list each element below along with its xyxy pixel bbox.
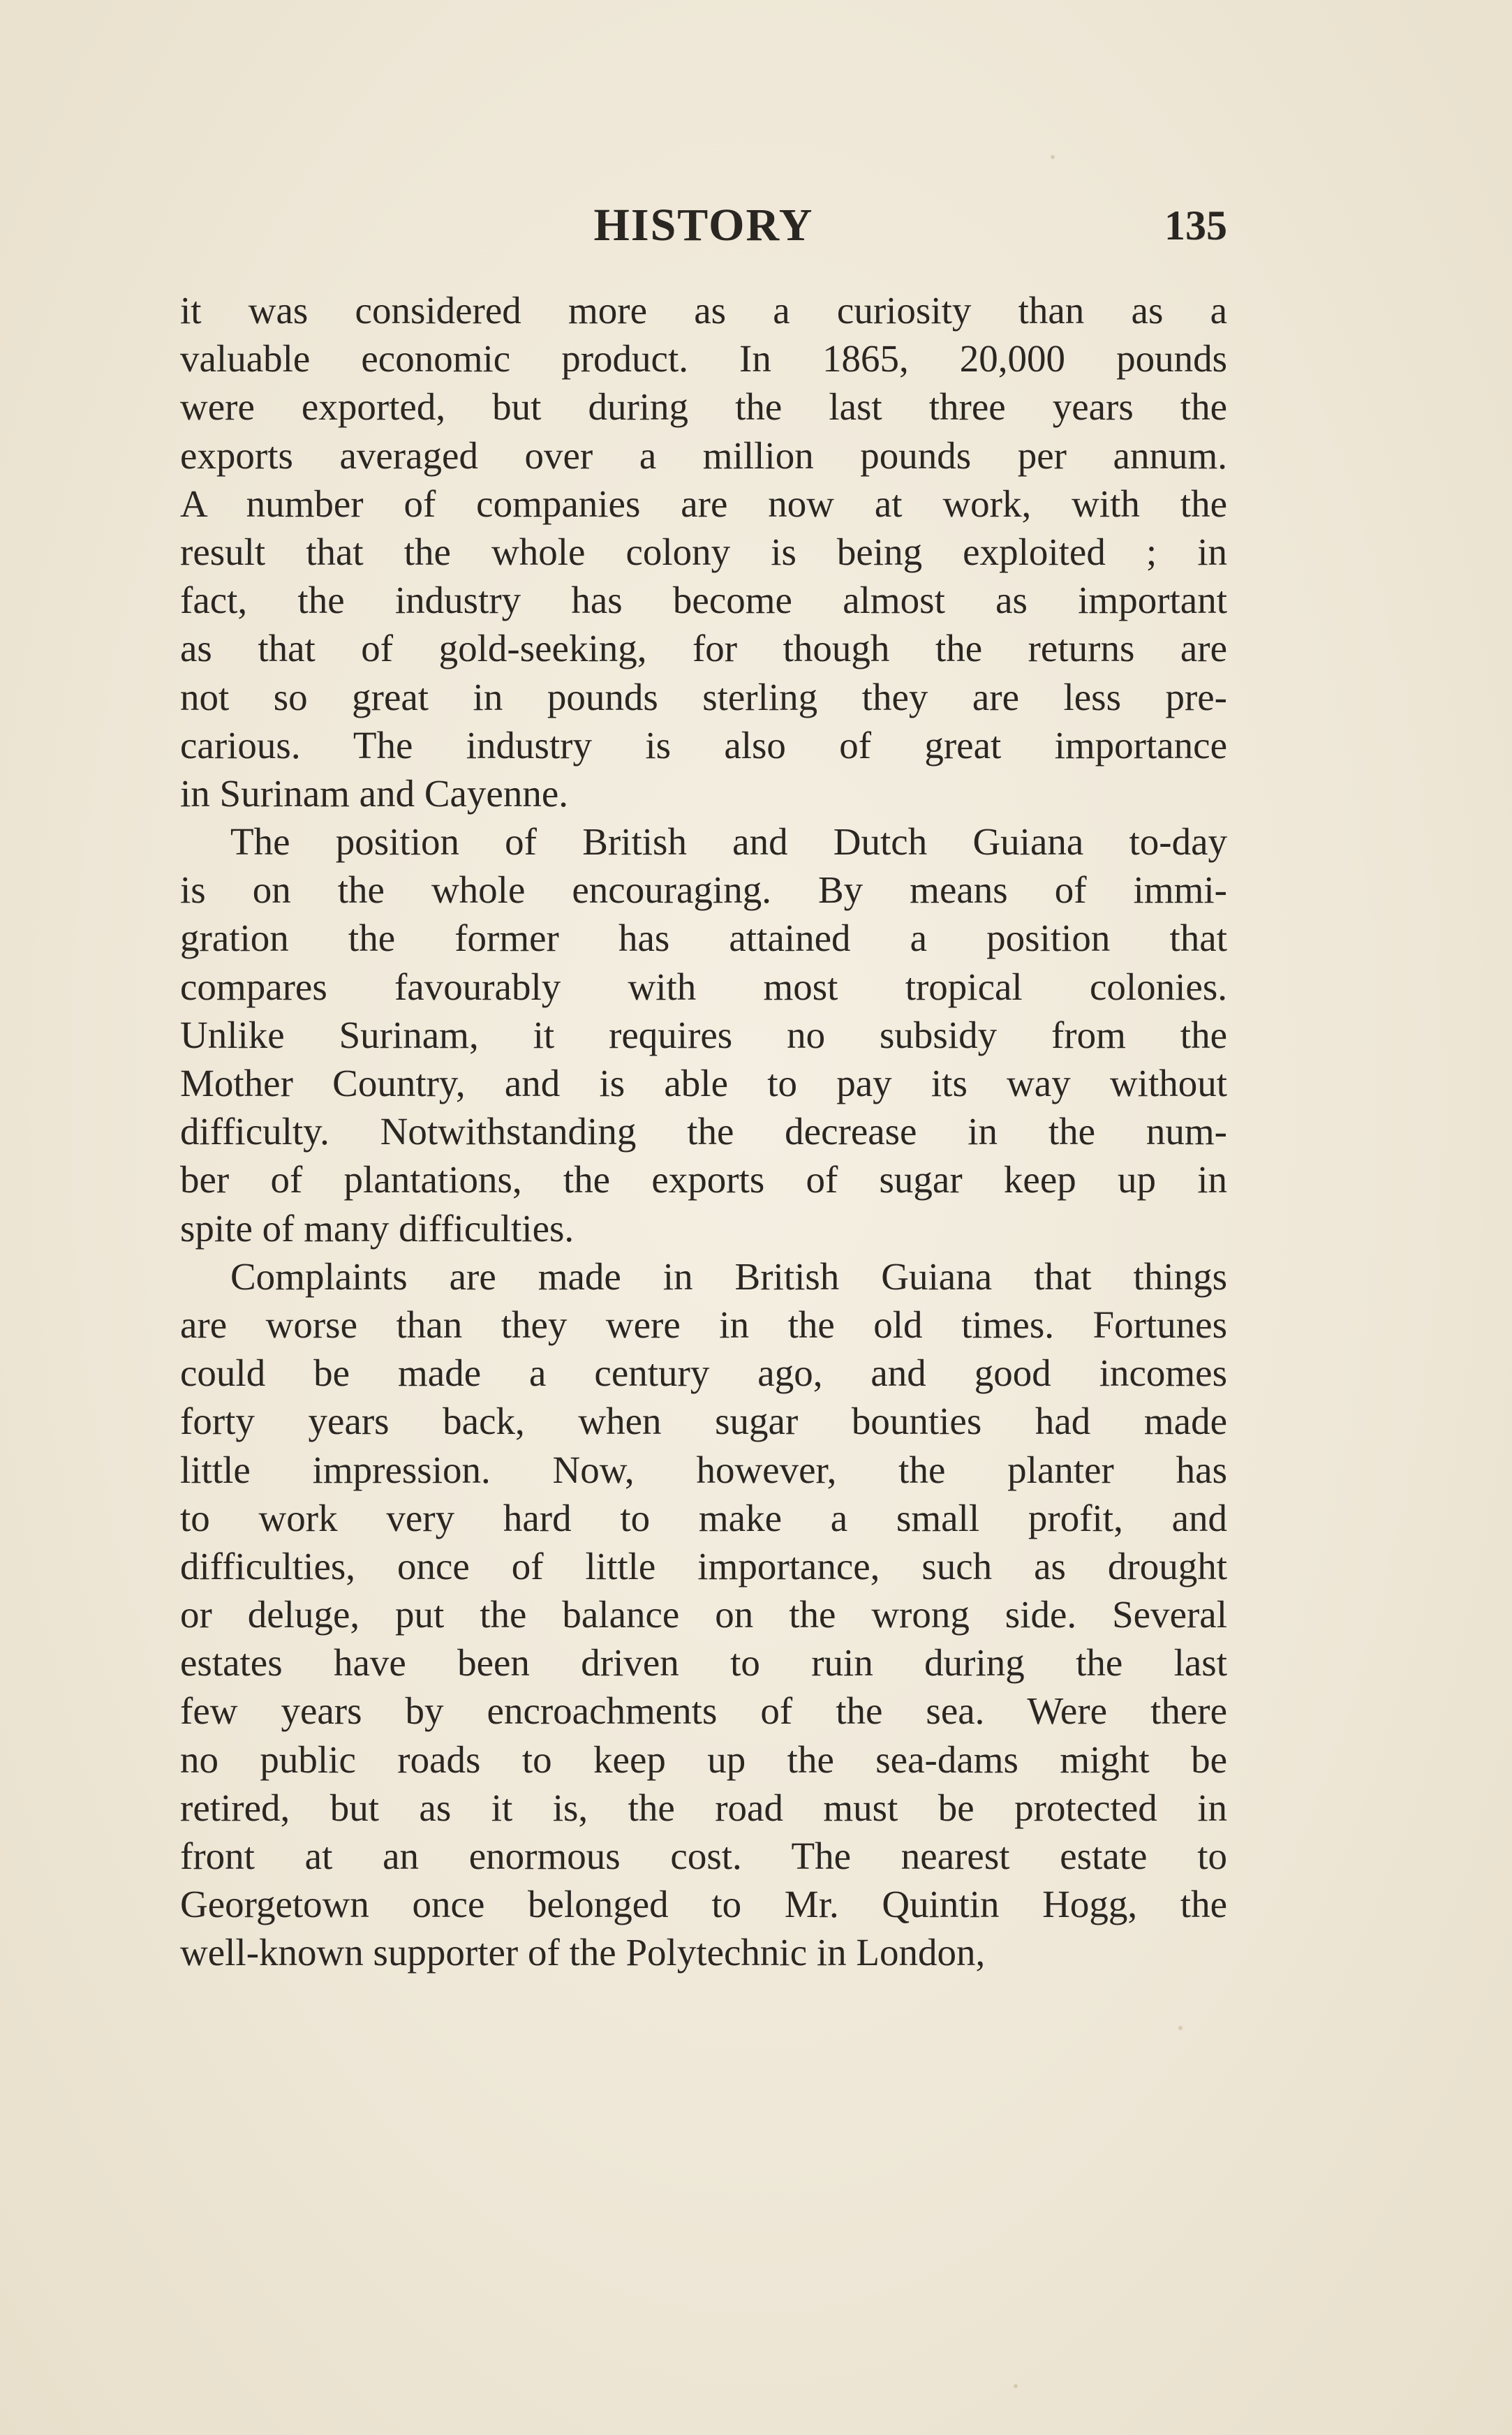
paper-speck — [1178, 2026, 1183, 2030]
text-line: are worse than they were in the old times. Fortunes — [180, 1303, 1227, 1346]
text-line: is on the whole encouraging. By means of immi- — [180, 868, 1227, 912]
text-line: Complaints are made in British Guiana that things — [230, 1254, 1227, 1298]
text-line: to work very hard to make a small profit, and — [180, 1496, 1227, 1539]
page-number: 135 — [1164, 202, 1227, 249]
text-line: or deluge, put the balance on the wrong side. Several — [180, 1593, 1227, 1636]
text-line: ber of plantations, the exports of sugar keep up in — [180, 1158, 1227, 1201]
text-line: front at an enormous cost. The nearest estate to — [180, 1835, 1227, 1877]
text-line: estates have been driven to ruin during the last — [180, 1641, 1227, 1685]
text-line: little impression. Now, however, the planter has — [180, 1448, 1227, 1491]
text-line: The position of British and Dutch Guiana to-day — [230, 820, 1227, 864]
text-line: no public roads to keep up the sea-dams might be — [180, 1738, 1227, 1781]
text-line: carious. The industry is also of great importance — [180, 723, 1227, 767]
text-line: spite of many difficulties. — [180, 1206, 575, 1250]
text-line: well-known supporter of the Polytechnic in London, — [180, 1931, 986, 1974]
text-line: Georgetown once belonged to Mr. Quintin Hogg, the — [180, 1883, 1227, 1926]
text-line: in Surinam and Cayenne. — [180, 771, 568, 815]
text-line: few years by encroachments of the sea. Were there — [180, 1689, 1227, 1733]
text-line: compares favourably with most tropical colonies. — [180, 965, 1227, 1008]
paper-speck — [1014, 2384, 1018, 2388]
paragraph-3 — [180, 1252, 1227, 1977]
text-line: as that of gold-seeking, for though the returns are — [180, 627, 1227, 670]
running-title: HISTORY — [593, 200, 814, 251]
paragraph-1 — [180, 286, 1227, 817]
text-line: exports averaged over a million pounds per annum. — [180, 434, 1227, 477]
text-line: could be made a century ago, and good incomes — [180, 1352, 1227, 1395]
text-line: result that the whole colony is being exploited ; in — [180, 530, 1227, 573]
text-line: difficulty. Notwithstanding the decrease in the num- — [180, 1110, 1227, 1153]
text-line: forty years back, when sugar bounties had made — [180, 1400, 1227, 1443]
text-line: difficulties, once of little importance, such as drought — [180, 1544, 1227, 1587]
text-line: it was considered more as a curiosity than as a — [180, 289, 1227, 332]
text-line: valuable economic product. In 1865, 20,000 pounds — [180, 337, 1227, 380]
text-line: Unlike Surinam, it requires no subsidy from the — [180, 1013, 1227, 1056]
page-header — [180, 187, 1227, 264]
text-line: A number of companies are now at work, with the — [180, 482, 1227, 525]
paragraph-2 — [180, 817, 1227, 1252]
paper-speck — [1051, 155, 1055, 159]
text-line: retired, but as it is, the road must be protected in — [180, 1786, 1227, 1829]
text-line: not so great in pounds sterling they are less pre- — [180, 675, 1227, 718]
text-line: were exported, but during the last three years the — [180, 385, 1227, 429]
body-text — [180, 286, 1227, 1977]
text-line: Mother Country, and is able to pay its way without — [180, 1062, 1227, 1104]
text-line: fact, the industry has become almost as important — [180, 579, 1227, 622]
text-line: gration the former has attained a position that — [180, 917, 1227, 960]
